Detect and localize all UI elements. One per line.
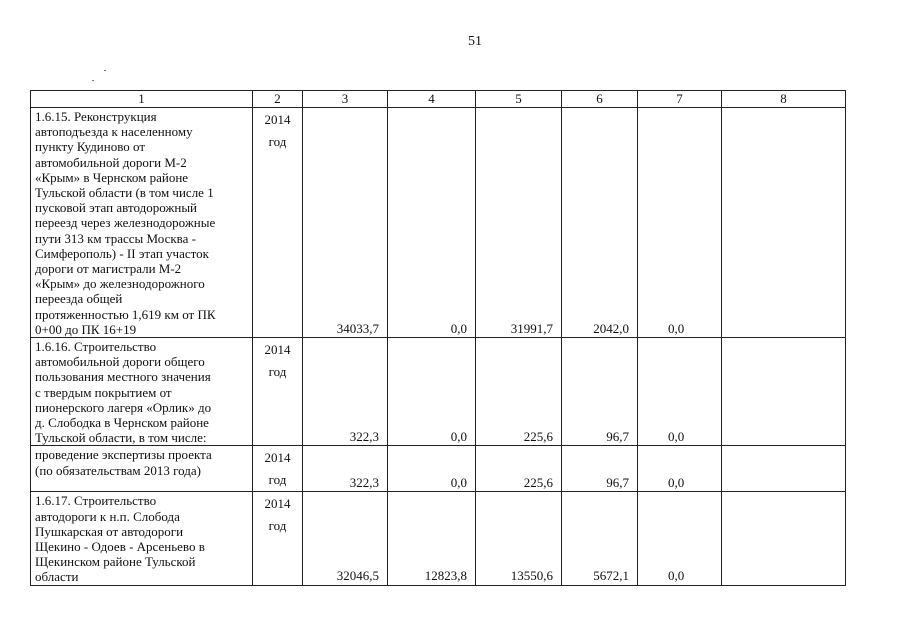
item-description (31, 446, 253, 492)
header-cell: 5 (476, 91, 562, 108)
year-unit: год (268, 134, 287, 149)
year-value: 2014 (264, 496, 291, 512)
description-line: 1.6.17. Строительство (35, 493, 157, 509)
description-line: переезд через железнодорожные (35, 215, 216, 231)
description-line: 1.6.15. Реконструкция (35, 109, 157, 124)
item-description (31, 338, 253, 446)
value-cell-c6: 2042,0 (562, 108, 638, 338)
description-line: Тульской области, в том числе: (35, 430, 207, 446)
value-cell-c5: 13550,6 (476, 492, 562, 585)
description-line: области (35, 569, 79, 585)
table-row (31, 108, 846, 338)
value-cell-c3: 322,3 (303, 446, 388, 492)
year-value: 2014 (264, 342, 291, 358)
header-cell: 8 (722, 91, 846, 108)
item-description (31, 492, 253, 585)
value-cell-c7: 0,0 (638, 492, 722, 585)
value-cell-c5: 225,6 (476, 338, 562, 446)
table-row (31, 338, 846, 446)
year-value: 2014 (264, 450, 291, 466)
header-cell: 1 (31, 91, 253, 108)
description-line: дороги от магистрали М-2 (35, 261, 182, 277)
description-line: с твердым покрытием от (35, 384, 172, 400)
value-cell-c3: 34033,7 (303, 108, 388, 338)
value-cell-c4: 0,0 (388, 108, 476, 338)
year-cell (253, 446, 303, 492)
value-cell-c8 (722, 108, 846, 338)
header-cell: 3 (303, 91, 388, 108)
value-cell-c8 (722, 446, 846, 492)
year-unit: год (268, 472, 287, 488)
description-line: д. Слободка в Чернском районе (35, 415, 209, 431)
description-line: автомобильной дороги М-2 (35, 154, 187, 170)
header-cell: 4 (388, 91, 476, 108)
value-cell-c4: 0,0 (388, 446, 476, 492)
header-cell: 7 (638, 91, 722, 108)
scan-speck (92, 80, 94, 81)
description-line: автоподъезда к населенному (35, 124, 193, 140)
description-line: Пушкарская от автодороги (35, 523, 184, 539)
header-cell: 6 (562, 91, 638, 108)
description-line: 1.6.16. Строительство (35, 339, 157, 355)
value-cell-c8 (722, 492, 846, 585)
description-line: Щекинском районе Тульской (35, 554, 196, 570)
description-line: Щекино - Одоев - Арсеньево в (35, 539, 205, 555)
description-line: (по обязательствам 2013 года) (35, 462, 202, 478)
value-cell-c7: 0,0 (638, 446, 722, 492)
value-cell-c7: 0,0 (638, 108, 722, 338)
page-number: 51 (468, 34, 482, 49)
description-line: проведение экспертизы проекта (35, 447, 212, 463)
value-cell-c7: 0,0 (638, 338, 722, 446)
description-line: пользования местного значения (35, 369, 211, 385)
table-row (31, 492, 846, 585)
year-unit: год (268, 518, 287, 534)
value-cell-c8 (722, 338, 846, 446)
description-line: Тульской области (в том числе 1 (35, 185, 214, 201)
budget-table (30, 90, 846, 586)
value-cell-c5: 31991,7 (476, 108, 562, 338)
header-cell: 2 (253, 91, 303, 108)
description-line: «Крым» до железнодорожного (35, 276, 205, 292)
description-line: автодороги к н.п. Слобода (35, 508, 180, 524)
description-line: 0+00 до ПК 16+19 (35, 321, 137, 337)
value-cell-c4: 12823,8 (388, 492, 476, 585)
value-cell-c4: 0,0 (388, 338, 476, 446)
year-cell (253, 338, 303, 446)
description-line: автомобильной дороги общего (35, 354, 205, 370)
table-row (31, 446, 846, 492)
value-cell-c6: 5672,1 (562, 492, 638, 585)
year-unit: год (268, 364, 287, 380)
description-line: пути 313 км трассы Москва - (35, 230, 196, 246)
header-row (31, 91, 846, 108)
item-description (31, 108, 253, 338)
description-line: пункту Кудиново от (35, 139, 146, 155)
description-line: переезда общей (35, 291, 123, 307)
description-line: «Крым» в Чернском районе (35, 169, 189, 185)
value-cell-c6: 96,7 (562, 446, 638, 492)
scan-speck (104, 70, 106, 71)
value-cell-c3: 32046,5 (303, 492, 388, 585)
description-line: Симферополь) - II этап участок (35, 245, 209, 261)
description-line: пусковой этап автодорожный (35, 200, 198, 216)
value-cell-c6: 96,7 (562, 338, 638, 446)
year-cell (253, 492, 303, 585)
year-value: 2014 (264, 112, 291, 127)
value-cell-c3: 322,3 (303, 338, 388, 446)
value-cell-c5: 225,6 (476, 446, 562, 492)
year-cell (253, 108, 303, 338)
description-line: пионерского лагеря «Орлик» до (35, 399, 212, 415)
description-line: протяженностью 1,619 км от ПК (35, 306, 216, 322)
